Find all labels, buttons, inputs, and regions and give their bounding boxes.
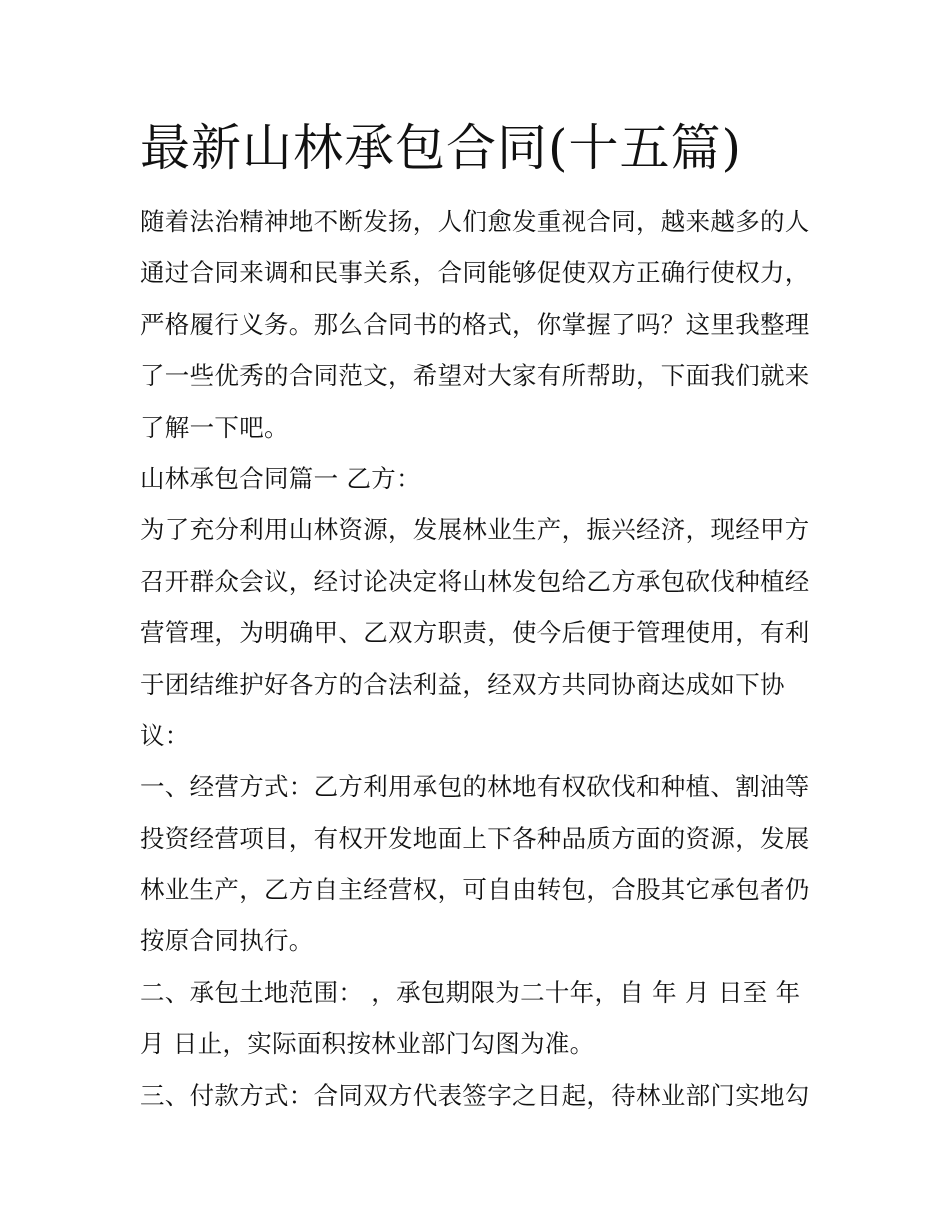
text-line: 了解一下吧。 bbox=[140, 412, 289, 442]
clause-line: 一、经营方式：乙方利用承包的林地有权砍伐和种植、割油等 bbox=[140, 772, 810, 802]
text-line: 营管理，为明确甲、乙双方职责，使今后便于管理使用，有利 bbox=[140, 618, 810, 648]
text-line: 林业生产，乙方自主经营权，可自由转包，合股其它承包者仍 bbox=[140, 875, 810, 905]
section-heading: 山林承包合同篇一 乙方： bbox=[140, 463, 421, 493]
text-line: 月 日止，实际面积按林业部门勾图为准。 bbox=[140, 1029, 595, 1059]
text-line: 通过合同来调和民事关系，合同能够促使双方正确行使权力， bbox=[140, 258, 810, 288]
text-line: 召开群众会议，经讨论决定将山林发包给乙方承包砍伐种植经 bbox=[140, 566, 810, 596]
text-line: 为了充分利用山林资源，发展林业生产，振兴经济，现经甲方 bbox=[140, 515, 810, 545]
text-line: 于团结维护好各方的合法利益，经双方共同协商达成如下协 bbox=[140, 669, 785, 699]
clause-line: 三、付款方式：合同双方代表签字之日起，待林业部门实地勾 bbox=[140, 1080, 810, 1110]
text-line: 了一些优秀的合同范文，希望对大家有所帮助，下面我们就来 bbox=[140, 361, 810, 391]
text-line: 按原合同执行。 bbox=[140, 926, 314, 956]
clause-line: 二、承包土地范围： ，承包期限为二十年，自 年 月 日至 年 bbox=[140, 977, 801, 1007]
text-line: 随着法治精神地不断发扬，人们愈发重视合同，越来越多的人 bbox=[140, 207, 810, 236]
text-line: 议： bbox=[140, 720, 190, 750]
document-body bbox=[140, 196, 820, 1121]
text-line: 投资经营项目，有权开发地面上下各种品质方面的资源，发展 bbox=[140, 823, 810, 853]
text-line: 严格履行义务。那么合同书的格式，你掌握了吗？这里我整理 bbox=[140, 309, 810, 339]
page-title: 最新山林承包合同(十五篇) bbox=[140, 119, 743, 177]
